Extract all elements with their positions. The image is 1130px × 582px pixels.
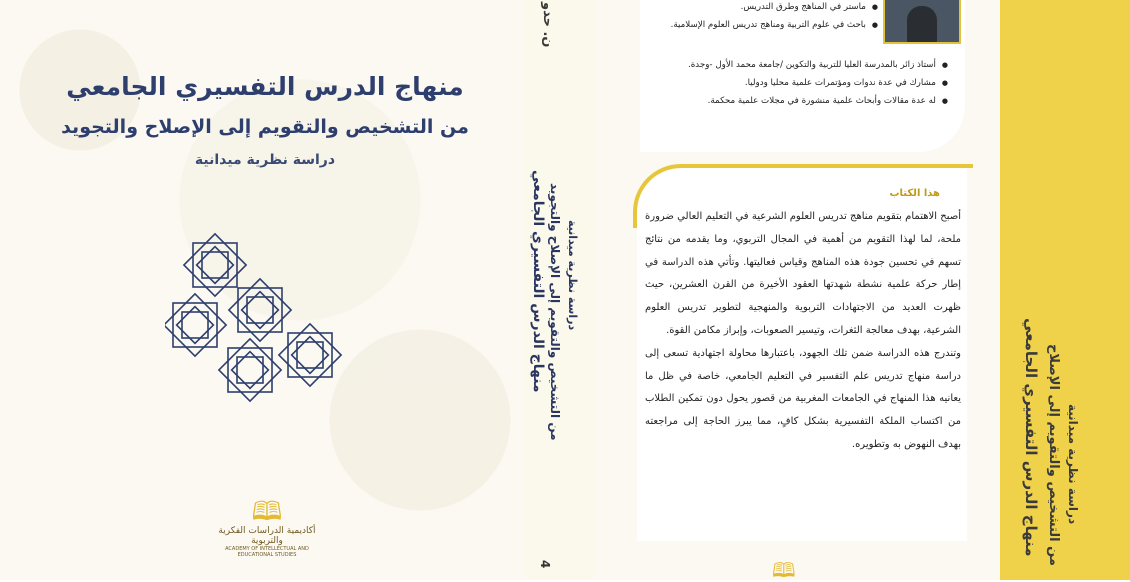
spine-author: ن. حدو	[540, 2, 555, 48]
back-logo-icon: 🕮	[772, 558, 796, 582]
book-icon: 🕮	[251, 497, 283, 527]
about-heading: هذا الكتاب	[889, 188, 940, 199]
bio-item: ●أستاذ زائر بالمدرسة العليا للتربية والتكوين /جامعة محمد الأول -وجدة.	[687, 60, 948, 70]
strip-title: منهاج الدرس التفسيري الجامعي	[1022, 318, 1040, 557]
strip-kind: دراسة نظرية ميدانية	[1066, 404, 1080, 525]
spine-title: منهاج الدرس التفسيري الجامعي	[530, 170, 546, 393]
academy-logo	[212, 498, 322, 568]
star-pattern-icon	[165, 230, 345, 405]
yellow-strip	[1000, 0, 1130, 580]
bio-item: ●مشارك في عدة ندوات ومؤتمرات علمية محليا ودوليا.	[744, 78, 948, 88]
front-subtitle: من التشخيص والتقويم إلى الإصلاح والتجويد	[61, 116, 469, 138]
logo-english-name: ACADEMY OF INTELLECTUAL AND EDUCATIONAL STUDIES	[225, 546, 309, 558]
logo-arabic-name: أكاديمية الدراسات الفكرية والتربوية	[218, 526, 316, 546]
bio-item: ●له عدة مقالات وأبحاث علمية منشورة في مجلات علمية محكمة.	[707, 96, 948, 106]
front-cover	[0, 0, 523, 580]
bio-item: ●ماستر في المناهج وطرق التدريس.	[740, 2, 878, 12]
about-paragraph: وتندرج هذه الدراسة ضمن تلك الجهود، باعتبارها محاولة اجتهادية تسعى إلى دراسة منهاج تدريس علم التفسير في التعليم الجامعي، خاصة في ظل ما يعانيه هذا المنهاج في الجامعات المغربية من قصور يحول دون تمكين الطلاب من اكتساب الملكة التفسيرية بشكل كافٍ، مما يبرز الحاجة إلى مراجعته بهدف النهوض به وتطويره.	[645, 347, 961, 450]
strip-subtitle: من التشخيص والتقويم إلى الإصلاح	[1046, 344, 1061, 566]
about-text	[645, 206, 961, 457]
bio-item: ●باحث في علوم التربية ومناهج تدريس العلوم الإسلامية.	[670, 20, 878, 30]
spine-kind: دراسة نظرية ميدانية	[566, 220, 579, 331]
front-title: منهاج الدرس التفسيري الجامعي	[66, 72, 464, 101]
spine-subtitle: من التشخيص والتقويم إلى الإصلاح والتجويد	[548, 183, 562, 441]
bio-list-top	[648, 0, 878, 36]
front-kind: دراسة نظرية ميدانية	[194, 152, 336, 168]
bio-list-bottom	[648, 58, 948, 112]
author-photo	[883, 0, 961, 44]
spine-number: 4	[538, 560, 552, 569]
about-paragraph: أصبح الاهتمام بتقويم مناهج تدريس العلوم الشرعية في التعليم العالي ضرورة ملحة، لما لهذا التقويم من أهمية في المجال التربوي، وما يقدمه من نتائج تسهم في تحسين جودة هذه المناهج وقياس فعاليتها. وتأتي هذه الدراسة في إطار حركة علمية نشطة شهدتها العقود الأخيرة من القرن العشرين، حيث ظهرت العديد من الاجتهادات التربوية والمنهجية لتطوير تدريس العلوم الشرعية، بهدف معالجة الثغرات، وتيسير الصعوبات، وإبراز مكامن القوة.	[645, 211, 961, 336]
